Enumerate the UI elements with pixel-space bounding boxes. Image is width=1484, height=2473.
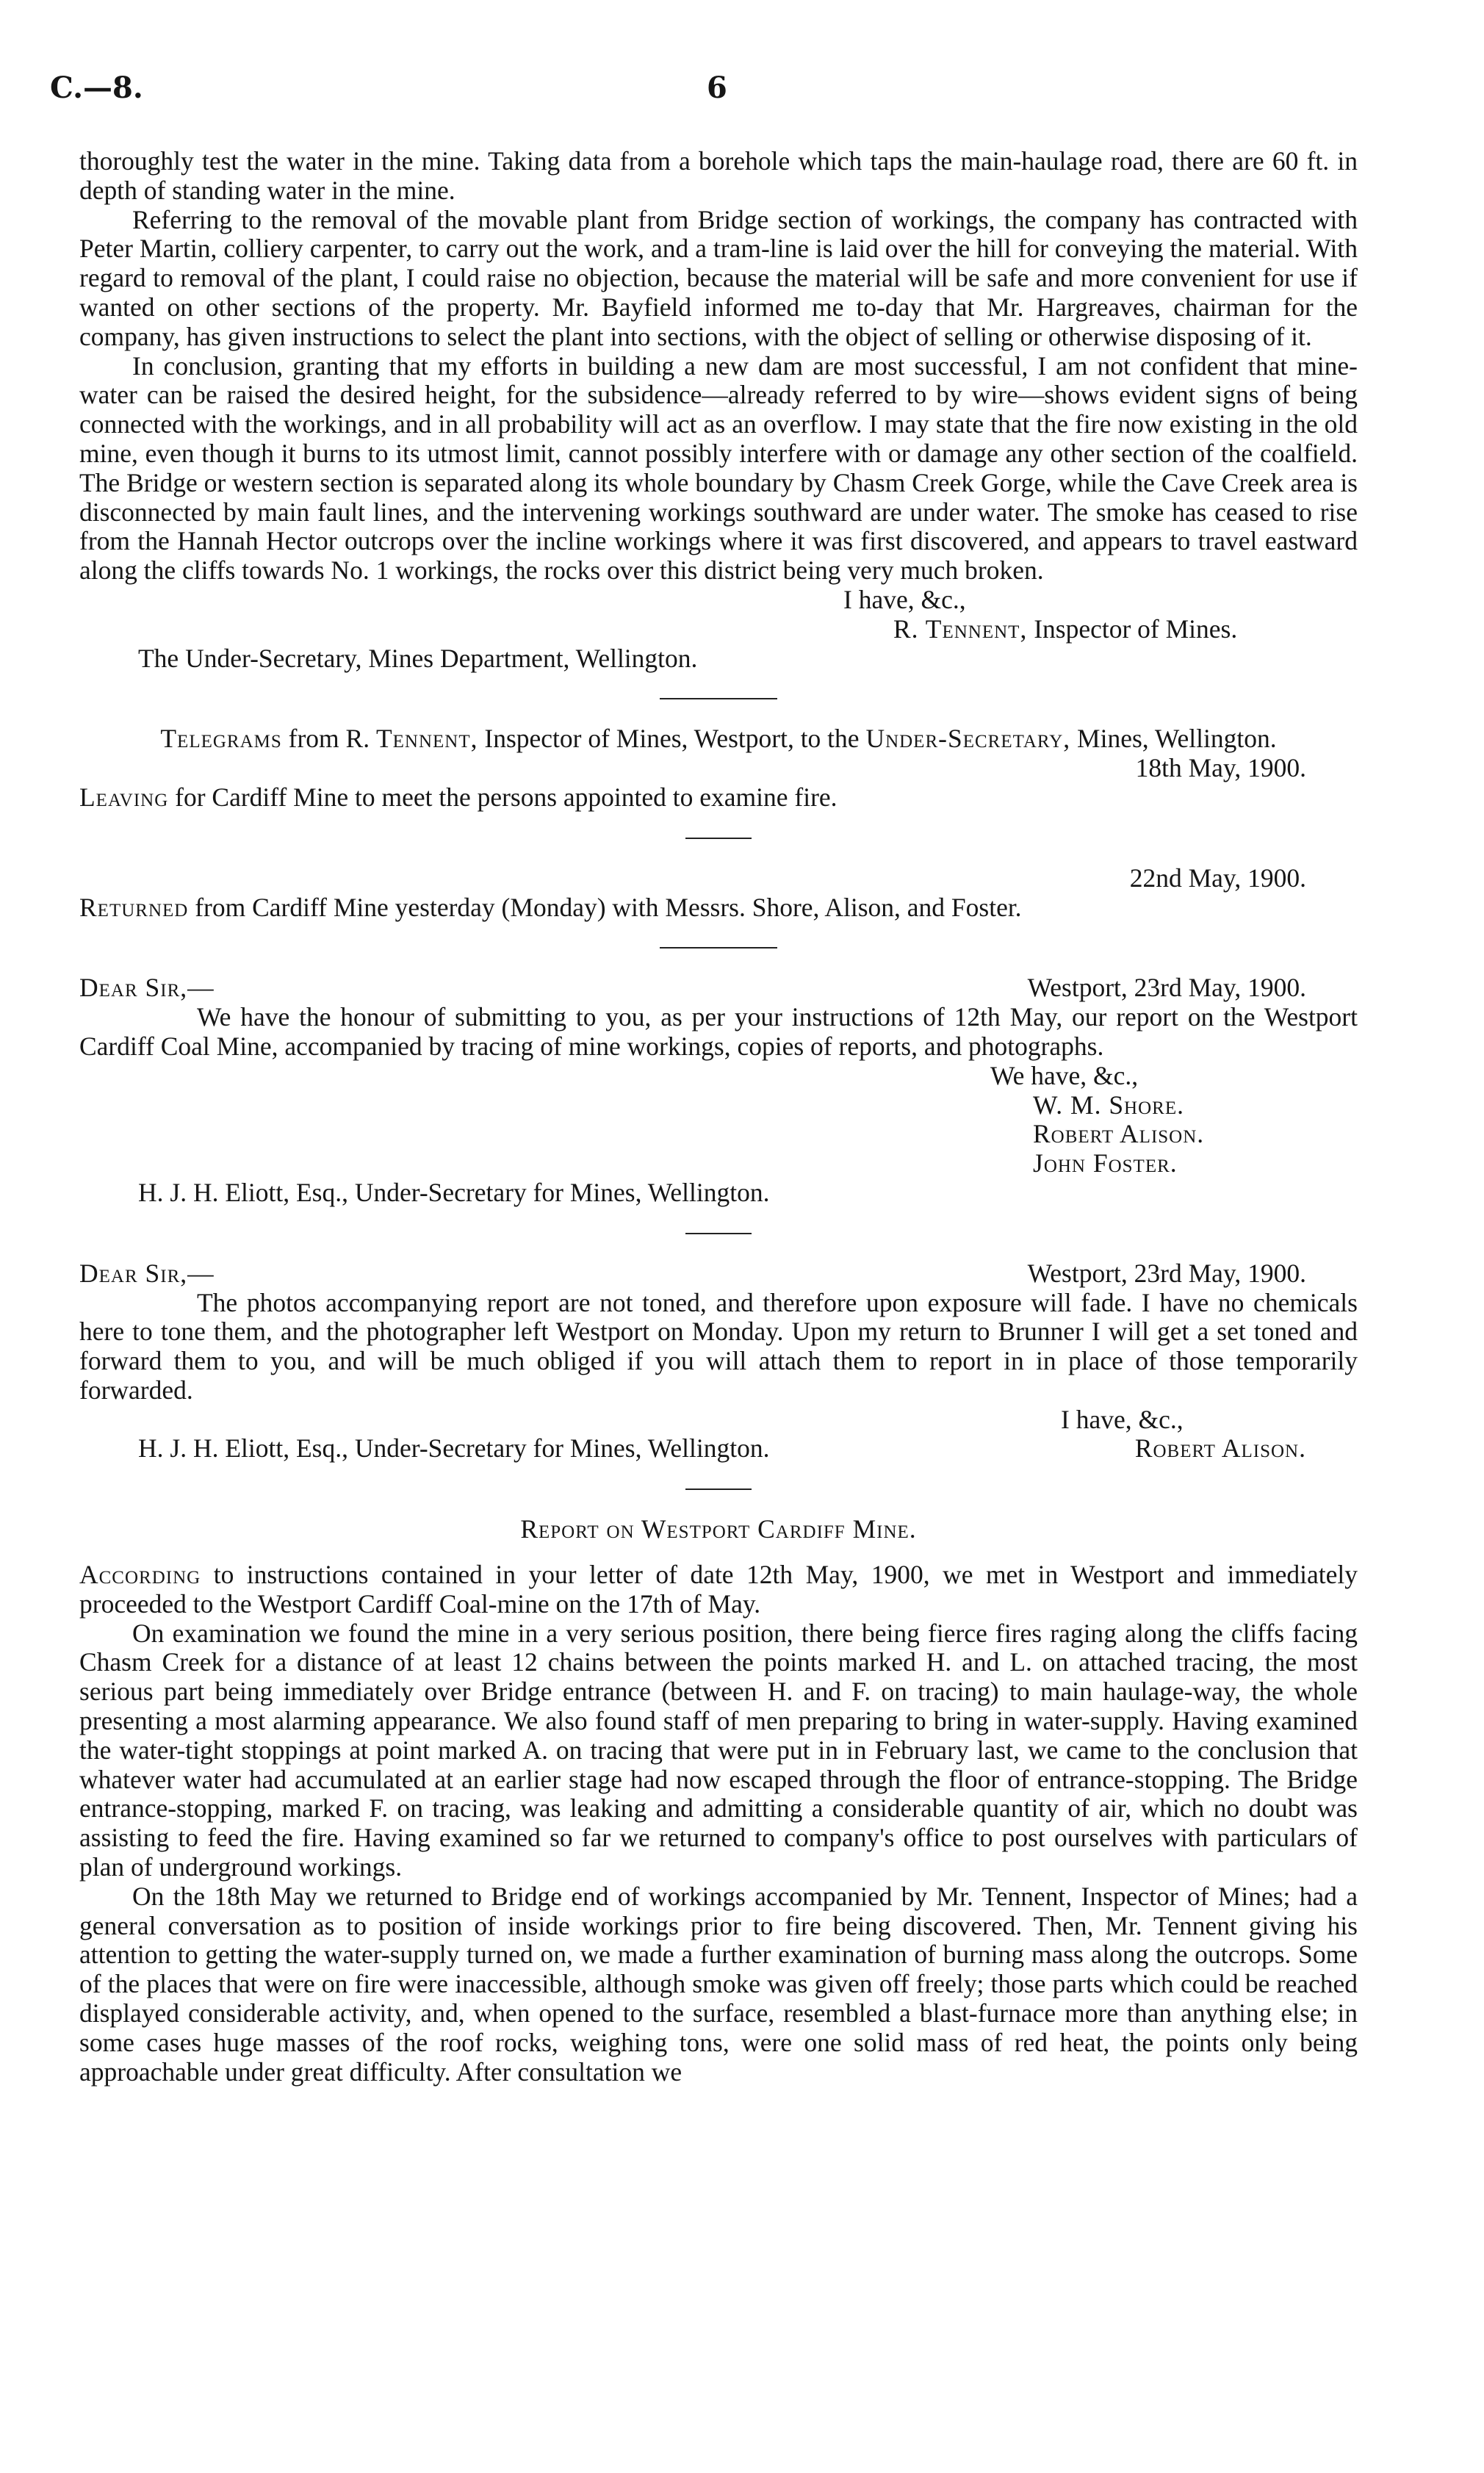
telegram2-lead: Returned bbox=[79, 892, 189, 922]
telegrams-heading-name: Tennent, bbox=[375, 724, 478, 754]
letter1-signer-name: R. Tennent, bbox=[893, 613, 1028, 644]
report-paragraph-2: On examination we found the mine in a very serious position, there being fierce fires raging along the cliffs facing Chasm Creek for a distance of at least 12 chains between the points marked H. and L. on attached tracing, the most serious part being immediately over Bridge entrance (between H. and F. on tracing) to main haulage-way, the whole presenting a most alarming appearance. We also found staff of men preparing to bring in water-supply. Having examined the water-tight stoppings at point marked A. on tracing that were put in in February last, we came to the conclusion that whatever water had accumulated at an earlier stage had now escaped through the floor of entrance-stopping. The Bridge entrance-stopping, marked F. on tracing, was leaking and admitting a considerable quantity of air, which no doubt was assisting to feed the fire. Having examined so far we returned to company's office to post ourselves with particulars of plan of underground workings. bbox=[79, 1618, 1358, 1882]
paragraph-conclusion: In conclusion, granting that my efforts in building a new dam are most successful, I am not confident that mine-water can be raised the desired height, for the subsidence—already referred to by wire—shows evident signs of being connected with the workings, and in all probability will act as an overflow. I may state that the fire now existing in the old mine, even though it burns to its utmost limit, cannot possibly interfere with or damage any other section of the coalfield. The Bridge or western section is separated along its whole boundary by Chasm Creek Gorge, while the Cave Creek area is disconnected by main fault lines, and the intervening workings southward are under water. The smoke has ceased to rise from the Hannah Hector outcrops over the incline workings where it was first discovered, and appears to travel eastward along the cliffs towards No. 1 workings, the rocks over this district being very much broken. bbox=[79, 350, 1358, 586]
telegram1-text bbox=[79, 783, 1358, 813]
letter3-footer bbox=[79, 1434, 1358, 1464]
telegram2-date: 22nd May, 1900. bbox=[1129, 863, 1306, 893]
letter3-header bbox=[79, 1259, 1358, 1289]
letter3-signer: Robert Alison. bbox=[1134, 1433, 1306, 1464]
letter3-addressee: H. J. H. Eliott, Esq., Under-Secretary for Mines, Wellington. bbox=[138, 1433, 770, 1464]
report-paragraph-1 bbox=[79, 1561, 1358, 1619]
report-paragraph-1-body: to instructions contained in your letter of date 12th May, 1900, we met in Westport and immediately proceeded to the Westport Cardiff Coal-mine on the 17th of May. bbox=[79, 1560, 1358, 1619]
report-paragraph-1-lead: According bbox=[79, 1560, 201, 1590]
telegram1-date: 18th May, 1900. bbox=[1135, 753, 1306, 783]
document-body bbox=[79, 147, 1358, 2087]
letter2-place-date: Westport, 23rd May, 1900. bbox=[1027, 973, 1306, 1003]
letter3-closing: I have, &c., bbox=[1061, 1404, 1184, 1434]
letter1-addressee: The Under-Secretary, Mines Department, Wellington. bbox=[138, 643, 698, 673]
telegrams-heading-recipient: Under-Secretary, bbox=[865, 724, 1071, 754]
report-paragraph-3: On the 18th May we returned to Bridge end of workings accompanied by Mr. Tennent, Inspector of Mines; had a general conversation as to position of inside workings prior to fire being discovered. Then, Mr. Tennent giving his attention to getting the water-supply turned on, we made a further examination of burning mass along the outcrops. Some of the places that were on fire were inaccessible, although smoke was given off freely; those parts which could be reached displayed considerable activity, and, when opened to the surface, resembled a blast-furnace more than anything else; in some cases huge masses of the roof rocks, weighing tons, were one solid mass of red heat, the points only being approachable under great difficulty. After consultation we bbox=[79, 1881, 1358, 2087]
telegram2-text bbox=[79, 893, 1358, 923]
telegrams-heading-end: Mines, Wellington. bbox=[1077, 724, 1277, 754]
paragraph-plant-removal: Referring to the removal of the movable plant from Bridge section of workings, the company has contracted with Peter Martin, colliery carpenter, to carry out the work, and a tram-line is laid over the hill for conveying the material. With regard to removal of the plant, I could raise no objection, because the material will be safe and more convenient for use if wanted on other sections of the property. Mr. Bayfield informed me to-day that Mr. Hargreaves, chairman for the company, has given instructions to select the plant into sections, with the object of selling or otherwise disposing of it. bbox=[79, 204, 1358, 351]
letter2-signer-1: W. M. Shore. bbox=[1033, 1090, 1184, 1120]
paragraph-continued: thoroughly test the water in the mine. Taking data from a borehole which taps the main-haulage road, there are 60 ft. in depth of standing water in the mine. bbox=[79, 146, 1358, 205]
letter2-signer-3: John Foster. bbox=[1033, 1148, 1178, 1178]
letter3-place-date: Westport, 23rd May, 1900. bbox=[1027, 1258, 1306, 1288]
telegram1-lead: Leaving bbox=[79, 782, 169, 812]
telegrams-heading-lead: Telegrams bbox=[160, 724, 282, 754]
section-divider bbox=[685, 1489, 752, 1490]
telegram1-body: for Cardiff Mine to meet the persons appointed to examine fire. bbox=[175, 782, 838, 812]
section-divider bbox=[685, 838, 752, 839]
letter2-body: We have the honour of submitting to you, as per your instructions of 12th May, our report on the Westport Cardiff Coal Mine, accompanied by tracing of mine workings, copies of reports, and photographs. bbox=[79, 1002, 1358, 1061]
telegram2-body: from Cardiff Mine yesterday (Monday) with Messrs. Shore, Alison, and Foster. bbox=[195, 892, 1022, 922]
letter1-closing: I have, &c., bbox=[843, 584, 966, 614]
letter2-salutation: Dear Sir,— bbox=[79, 973, 215, 1003]
letter2-signer-2: Robert Alison. bbox=[1033, 1119, 1205, 1149]
letter3-body: The photos accompanying report are not toned, and therefore upon exposure will fade. I have no chemicals here to tone them, and the photographer left Westport on Monday. Upon my return to Brunner I will get a set toned and forward them to you, and will be much obliged if you will attach them to report in in place of those temporarily forwarded. bbox=[79, 1287, 1358, 1405]
telegrams-heading bbox=[79, 724, 1358, 754]
section-divider bbox=[685, 1233, 752, 1234]
letter2-addressee: H. J. H. Eliott, Esq., Under-Secretary for Mines, Wellington. bbox=[138, 1177, 770, 1207]
document-reference: C.—8. bbox=[50, 71, 143, 105]
telegrams-heading-text2: Inspector of Mines, Westport, to the bbox=[484, 724, 860, 754]
letter2-closing: We have, &c., bbox=[990, 1060, 1139, 1090]
letter2-header bbox=[79, 973, 1358, 1003]
letter1-signature bbox=[79, 615, 1358, 644]
letter3-salutation: Dear Sir,— bbox=[79, 1258, 215, 1288]
section-divider bbox=[660, 698, 777, 699]
telegrams-heading-text: from R. bbox=[288, 724, 370, 754]
page-number: 6 bbox=[707, 71, 727, 105]
section-divider bbox=[660, 947, 777, 948]
report-title: Report on Westport Cardiff Mine. bbox=[520, 1514, 917, 1544]
letter1-signer-title: Inspector of Mines. bbox=[1034, 613, 1238, 644]
